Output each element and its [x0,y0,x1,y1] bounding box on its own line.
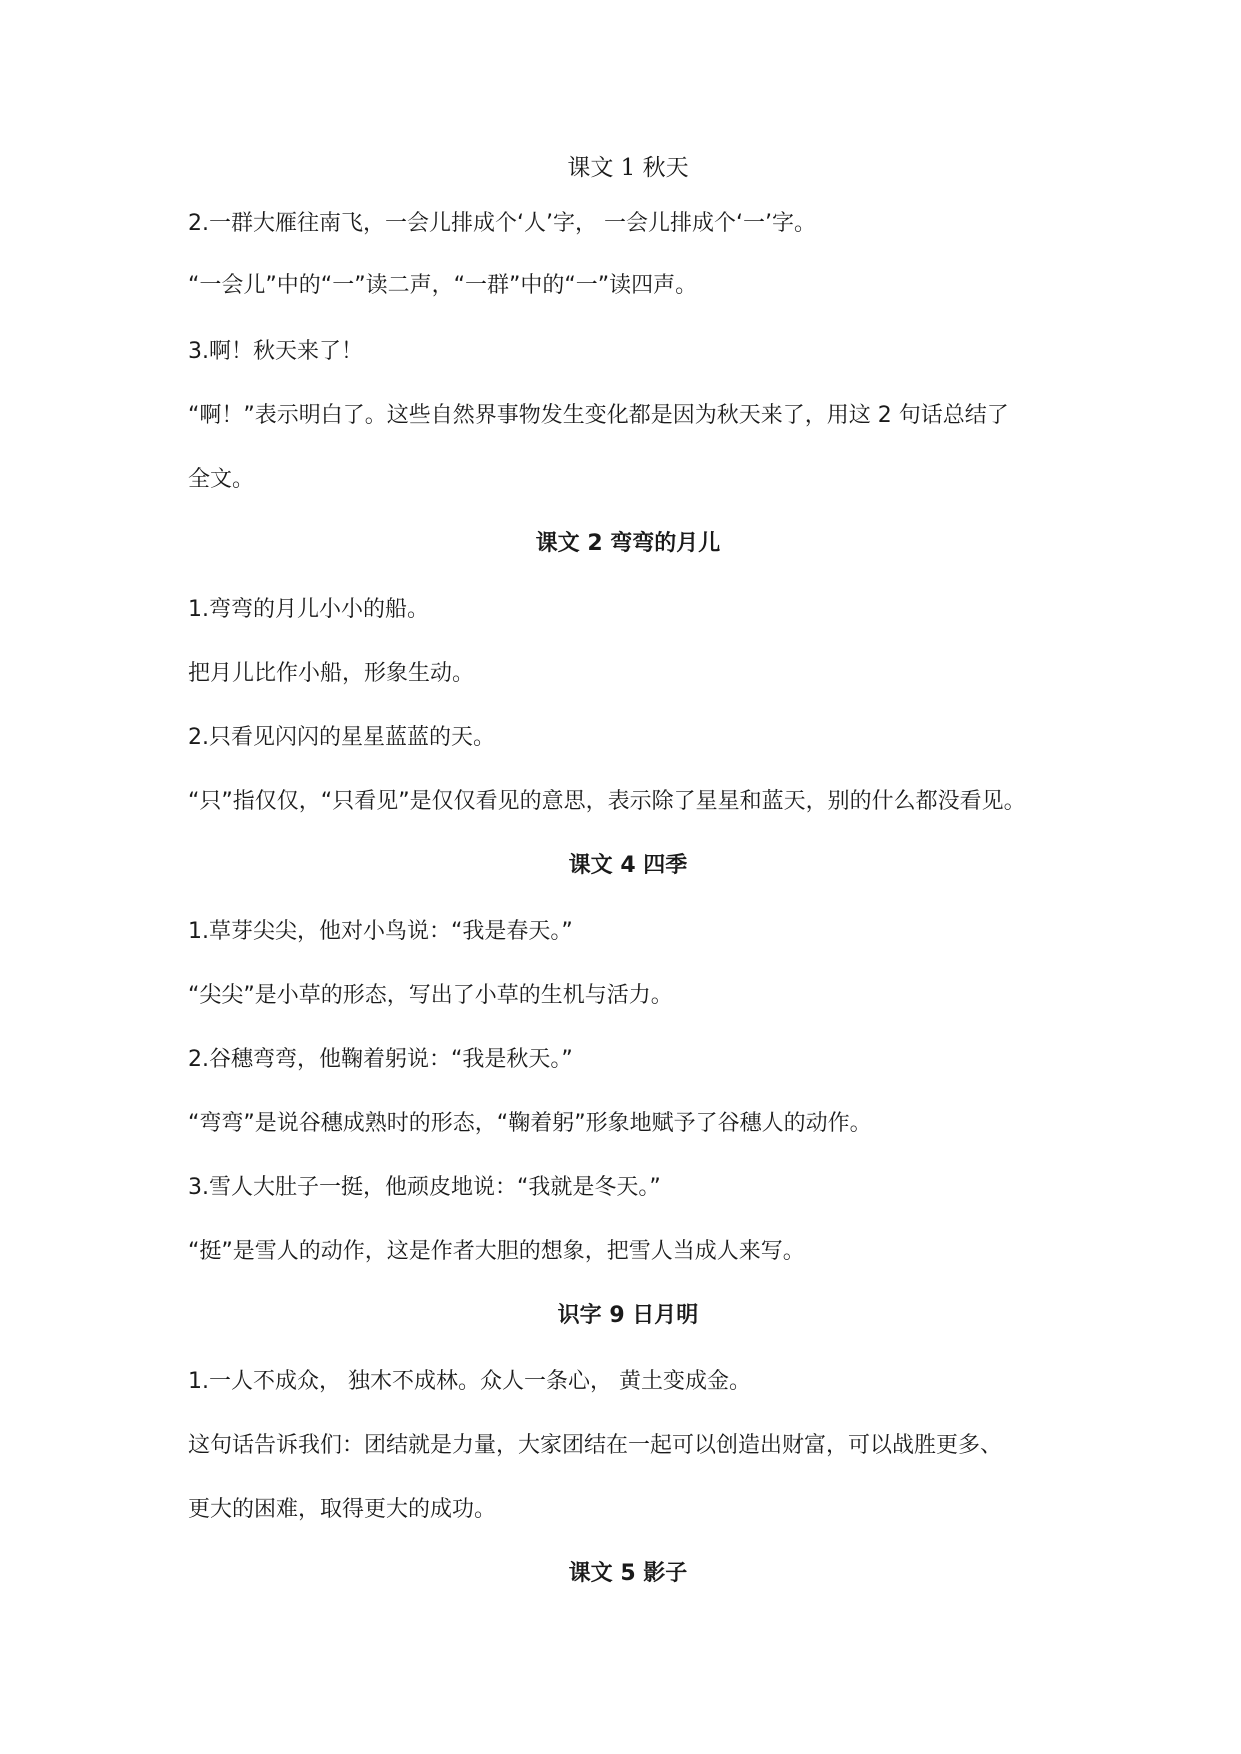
text-line: 1.一人不成众， 独木不成林。众人一条心， 黄土变成金。 [188,1369,751,1394]
section-title: 课文 2 弯弯的月儿 [535,531,721,556]
text-line: “一会儿”中的“一”读二声，“一群”中的“一”读四声。 [188,273,698,298]
text-line: 3.雪人大肚子一挺，他顽皮地说：“我就是冬天。” [188,1175,661,1200]
section-title: 课文 5 影子 [568,1561,688,1586]
text-line: “只”指仅仅，“只看见”是仅仅看见的意思，表示除了星星和蓝天，别的什么都没看见。 [188,789,1026,814]
text-line: “尖尖”是小草的形态，写出了小草的生机与活力。 [188,983,673,1008]
text-line: “弯弯”是说谷穗成熟时的形态，“鞠着躬”形象地赋予了谷穗人的动作。 [188,1111,872,1136]
text-line: 1.弯弯的月儿小小的船。 [188,597,429,622]
text-line: 2.谷穗弯弯，他鞠着躬说：“我是秋天。” [188,1047,573,1072]
section-title: 课文 1 秋天 [567,155,689,181]
text-line: 这句话告诉我们：团结就是力量，大家团结在一起可以创造出财富，可以战胜更多、 [188,1433,1003,1458]
text-line: 全文。 [188,467,255,492]
text-line: 1.草芽尖尖，他对小鸟说：“我是春天。” [188,919,573,944]
text-line: 3.啊！秋天来了！ [188,339,363,364]
text-line: “啊！”表示明白了。这些自然界事物发生变化都是因为秋天来了，用这 2 句话总结了 [188,403,1009,428]
text-line: 2.只看见闪闪的星星蓝蓝的天。 [188,725,495,750]
text-line: 更大的困难，取得更大的成功。 [188,1497,497,1522]
section-title: 课文 4 四季 [568,853,688,878]
text-line: 把月儿比作小船，形象生动。 [188,661,475,686]
text-line: 2.一群大雁往南飞，一会儿排成个‘人’字， 一会儿排成个‘一’字。 [188,211,816,236]
section-title: 识字 9 日月明 [557,1303,699,1328]
text-line: “挺”是雪人的动作，这是作者大胆的想象，把雪人当成人来写。 [188,1239,805,1264]
